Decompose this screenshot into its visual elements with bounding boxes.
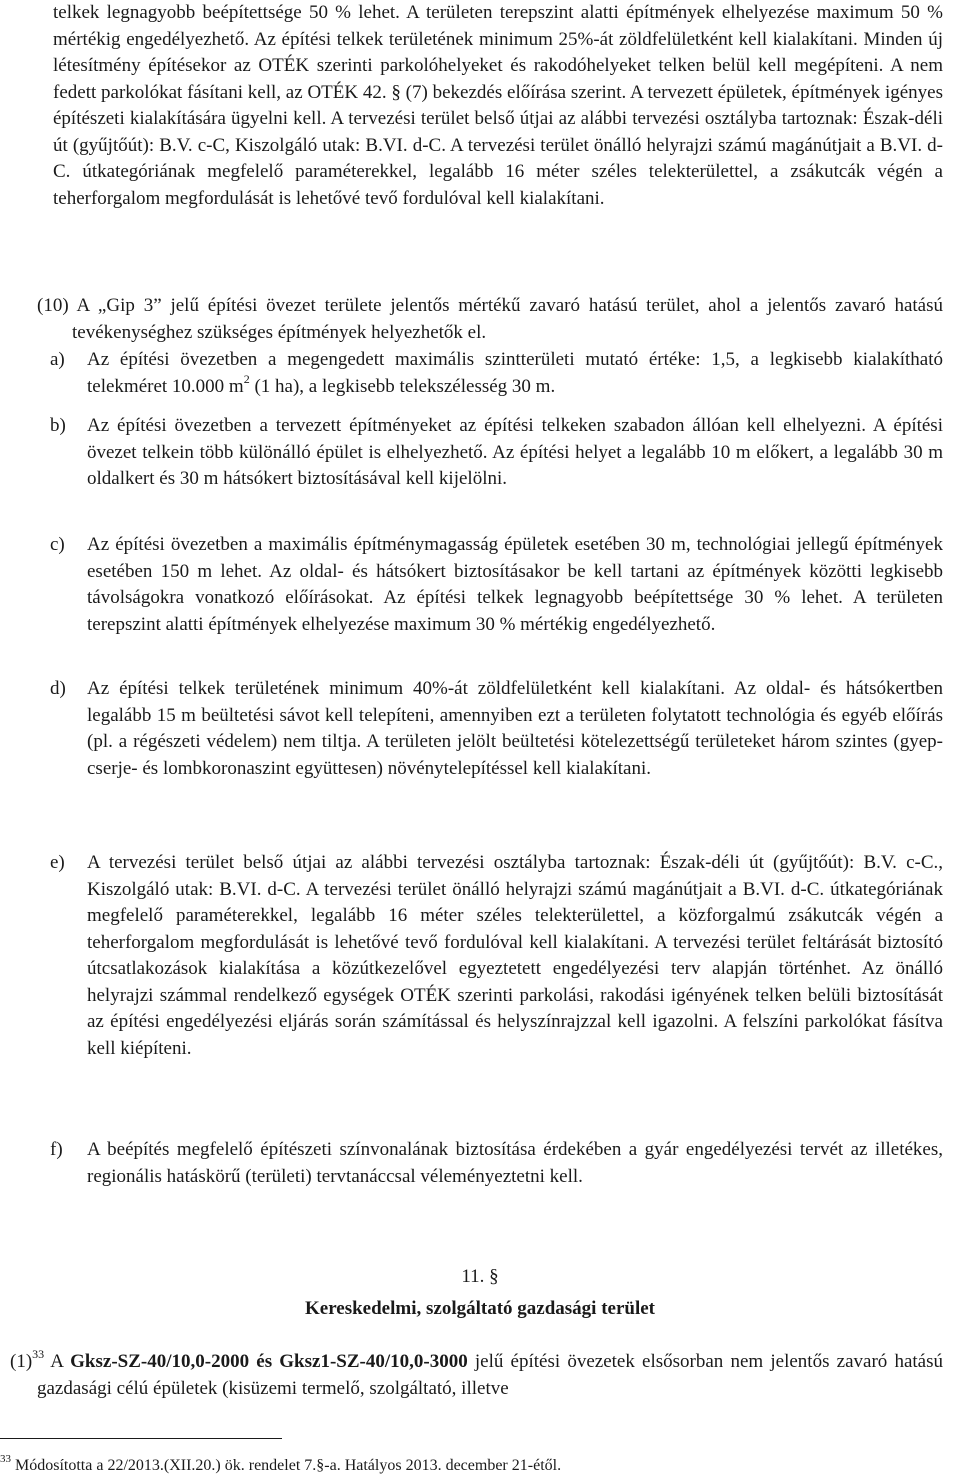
item-label: b) xyxy=(50,415,66,436)
paragraph-1: $(1)^{33}$ A Gksz-SZ-40/10,0-2000 és Gksz1-SZ-40/10,0-3000 jelű építési övezetek elsősorban nem jelentős zavaró hatású gazdasági célú épületek (kisüzemi termelő, szolgáltató, illetve xyxy=(10,1347,943,1399)
list-item-c xyxy=(50,532,943,638)
section-title: Kereskedelmi, szolgáltató gazdasági terület xyxy=(304,1298,656,1319)
item-label: c) xyxy=(50,534,65,555)
item-text: Az építési övezetben a megengedett maximális szintterületi mutató értéke: 1,5, a legkisebb kialakítható telekméret 10.000 $m^2$ (1 ha), a legkisebb telekszélesség 30 m. xyxy=(87,349,943,397)
paragraph-number: (1) xyxy=(10,1351,33,1372)
paragraph-text: A „Gip 3” jelű építési övezet területe jelentős mértékű zavaró hatású terület, ahol a jelentős zavaró hatású tevékenységhez szükséges építmények helyezhetők el. xyxy=(72,295,943,343)
paragraph-10 xyxy=(10,293,943,346)
item-text: A beépítés megfelelő építészeti színvonalának biztosítása érdekében a gyár engedélyezési tervét az illetékes, regionális hatáskörű (területi) tervtanáccsal véleményeztetni kell. xyxy=(87,1139,943,1187)
item-text: A tervezési terület belső útjai az alábbi tervezési osztályba tartoznak: Észak-déli út (gyűjtőút): B.V. c-C., Kiszolgáló utak: B.VI. d-C. A tervezési terület önálló helyrajzi számú magánútjait a B.VI. d-C. útkategóriának megfelelő paraméterekkel, legalább 16 méter széles telekterülettel, a közforgalmú zsákutcák végén a teherforgalom megfordulását is lehetővé tevő fordulóval kell kialakítani. A tervezési terület feltárását biztosító útcsatlakozások kialakítása a közútkezelővel egyeztetett engedélyezési terv alapján történhet. Az önálló helyrajzi számmal rendelkező egységek OTÉK szerinti parkolási, rakodási igényének telken belüli biztosítását az építési engedélyezési eljárás során számítással és helyszínrajzzal kell igazolni. A felszíni parkolókat fásítva kell kiépíteni. xyxy=(87,852,943,1059)
item-label: e) xyxy=(50,852,65,873)
footnote xyxy=(0,1453,562,1476)
item-label: d) xyxy=(50,678,66,699)
section-number: 11. § xyxy=(461,1266,499,1287)
item-text: Az építési telkek területének minimum 40%-át zöldfelületként kell kialakítani. Az oldal- és hátsókertben legalább 15 m beültetési sávot kell telepíteni, amennyiben ezt a területen folytatott technológia és egyéb előírás (pl. a régészeti védelem) nem tiltja. A területen jelölt beültetési kötelezettségű területeket három szintes (gyep- cserje- és lombkoronaszint együttesen) növénytelepítéssel kell kialakítani. xyxy=(87,678,943,779)
item-text: Az építési övezetben a tervezett építményeket az építési telkeken szabadon állóan kell elhelyezni. A építési övezet telkein több különálló épület is elhelyezhető. Az építési helyet a legalább 10 m előkert, a legalább 30 m oldalkert és 30 m hátsókert biztosításával kell kijelölni. xyxy=(87,415,943,489)
list-item-f xyxy=(50,1137,943,1190)
item-label: f) xyxy=(50,1139,63,1160)
list-item-e xyxy=(50,850,943,1062)
footnote-number: 33 xyxy=(0,1453,11,1465)
footnote-text: Módosította a 22/2013.(XII.20.) ök. rendelet 7.§-a. Hatályos 2013. december 21-étől. xyxy=(11,1457,562,1474)
list-item-a xyxy=(50,347,943,400)
paragraph-number: (10) xyxy=(37,295,69,316)
item-label: a) xyxy=(50,349,65,370)
continuation-paragraph: telkek legnagyobb beépítettsége 50 % lehet. A területen terepszint alatti építmények elhelyezése maximum 50 % mértékig engedélyezhető. Az építési telkek területének minimum 25%-át zöldfelületként kell kialakítani. Minden új létesítmény építésekor az OTÉK szerinti parkolóhelyeket és rakodóhelyeket telken belül kell megépíteni. A nem fedett parkolókat fásítani kell, az OTÉK 42. § (7) bekezdés előírása szerint. A tervezett épületek, építmények igényes építészeti kialakítására ügyelni kell. A tervezési terület belső útjai az alábbi tervezési osztályba tartoznak: Észak-déli út (gyűjtőút): B.V. c-C, Kiszolgáló utak: B.VI. d-C. A tervezési terület önálló helyrajzi számú magánútjait a B.VI. d-C. útkategóriának megfelelő paraméterekkel, legalább 16 méter széles telekterülettel, a zsákutcák végén a teherforgalom megfordulását is lehetővé tevő fordulóval kell kialakítani. xyxy=(53,2,943,209)
list-item-b xyxy=(50,413,943,493)
superscript: 2 xyxy=(243,371,250,386)
list-item-d xyxy=(50,676,943,782)
zone-codes: Gksz-SZ-40/10,0-2000 és Gksz1-SZ-40/10,0-3000 xyxy=(70,1351,468,1372)
footnote-divider xyxy=(0,1438,282,1439)
footnote-reference[interactable]: 33 xyxy=(32,1347,45,1361)
item-text: Az építési övezetben a maximális építménymagasság épületek esetében 30 m, technológiai jellegű építmények esetében 150 m lehet. Az oldal- és hátsókert biztosításakor be kell tartani az építmények közötti legkisebb távolságokra vonatkozó előírásokat. Az építési telkek legnagyobb beépítettsége 30 % lehet. A területen terepszint alatti építmények elhelyezése maximum 30 % mértékig engedélyezhető. xyxy=(87,534,943,635)
